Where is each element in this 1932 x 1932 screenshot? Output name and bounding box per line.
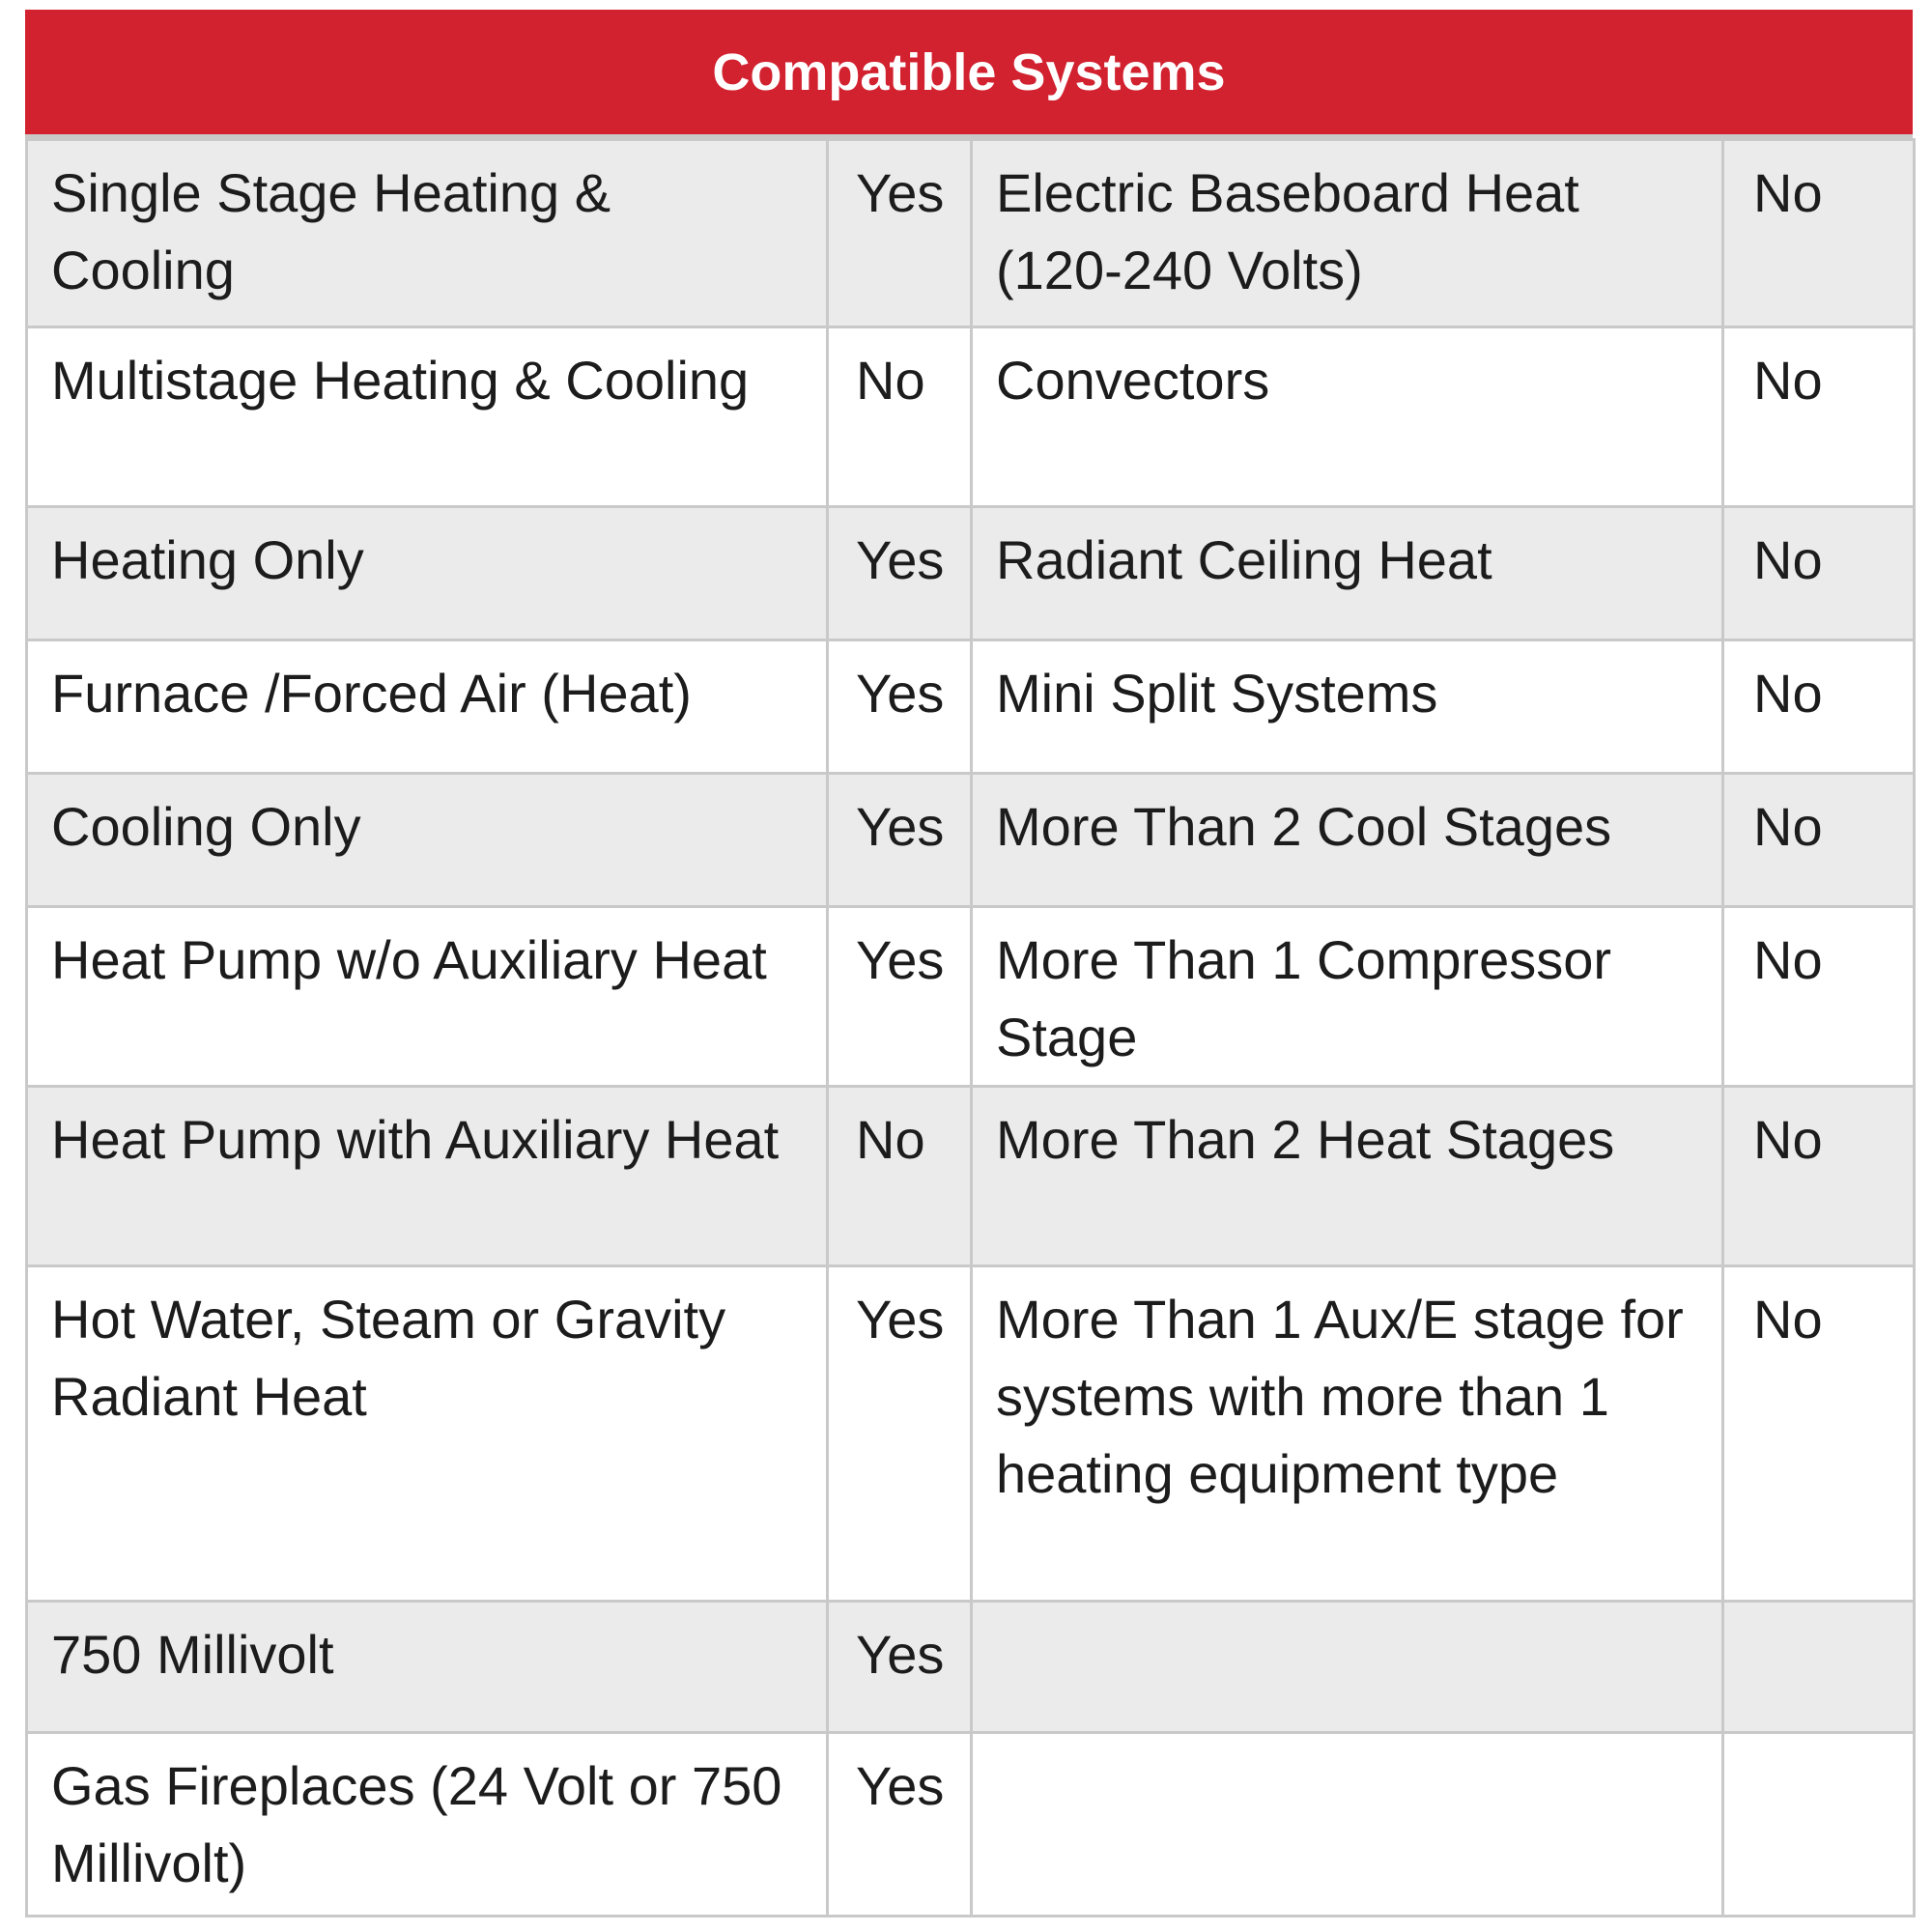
left-system-label: Heating Only: [27, 507, 828, 640]
right-system-label: Electric Baseboard Heat (120-240 Volts): [972, 140, 1723, 327]
table-row: [27, 1266, 1915, 1602]
right-compat-value: No: [1723, 140, 1915, 327]
left-system-label: Heat Pump with Auxiliary Heat: [27, 1087, 828, 1266]
table-row: [27, 507, 1915, 640]
left-compat-value: Yes: [828, 907, 972, 1087]
right-system-label: Convectors: [972, 327, 1723, 507]
right-system-label: More Than 1 Compressor Stage: [972, 907, 1723, 1087]
right-compat-value: [1723, 1602, 1915, 1733]
left-system-label: Heat Pump w/o Auxiliary Heat: [27, 907, 828, 1087]
right-system-label: Mini Split Systems: [972, 640, 1723, 774]
right-system-label: Radiant Ceiling Heat: [972, 507, 1723, 640]
right-compat-value: No: [1723, 907, 1915, 1087]
table-title: Compatible Systems: [25, 10, 1913, 138]
left-system-label: Multistage Heating & Cooling: [27, 327, 828, 507]
table-row: [27, 1733, 1915, 1917]
right-compat-value: [1723, 1733, 1915, 1917]
right-compat-value: No: [1723, 507, 1915, 640]
right-system-label: [972, 1602, 1723, 1733]
table-row: [27, 140, 1915, 327]
left-compat-value: Yes: [828, 640, 972, 774]
left-system-label: Single Stage Heating & Cooling: [27, 140, 828, 327]
left-system-label: Cooling Only: [27, 774, 828, 907]
left-system-label: Furnace /Forced Air (Heat): [27, 640, 828, 774]
table-row: [27, 327, 1915, 507]
left-compat-value: Yes: [828, 1602, 972, 1733]
left-compat-value: Yes: [828, 1733, 972, 1917]
table-row: [27, 774, 1915, 907]
table-row: [27, 1087, 1915, 1266]
right-system-label: More Than 2 Heat Stages: [972, 1087, 1723, 1266]
left-compat-value: No: [828, 1087, 972, 1266]
right-compat-value: No: [1723, 640, 1915, 774]
table-row: [27, 640, 1915, 774]
table-row: [27, 1602, 1915, 1733]
right-compat-value: No: [1723, 1266, 1915, 1602]
compatible-systems-table: [25, 10, 1913, 1918]
left-compat-value: Yes: [828, 1266, 972, 1602]
table-row: [27, 907, 1915, 1087]
right-system-label: More Than 2 Cool Stages: [972, 774, 1723, 907]
left-system-label: Hot Water, Steam or Gravity Radiant Heat: [27, 1266, 828, 1602]
left-compat-value: Yes: [828, 774, 972, 907]
right-compat-value: No: [1723, 327, 1915, 507]
left-compat-value: Yes: [828, 507, 972, 640]
right-system-label: [972, 1733, 1723, 1917]
left-system-label: Gas Fireplaces (24 Volt or 750 Millivolt): [27, 1733, 828, 1917]
left-compat-value: Yes: [828, 140, 972, 327]
left-compat-value: No: [828, 327, 972, 507]
systems-grid: [25, 138, 1916, 1918]
right-compat-value: No: [1723, 774, 1915, 907]
left-system-label: 750 Millivolt: [27, 1602, 828, 1733]
right-compat-value: No: [1723, 1087, 1915, 1266]
right-system-label: More Than 1 Aux/E stage for systems with more than 1 heating equipment type: [972, 1266, 1723, 1602]
